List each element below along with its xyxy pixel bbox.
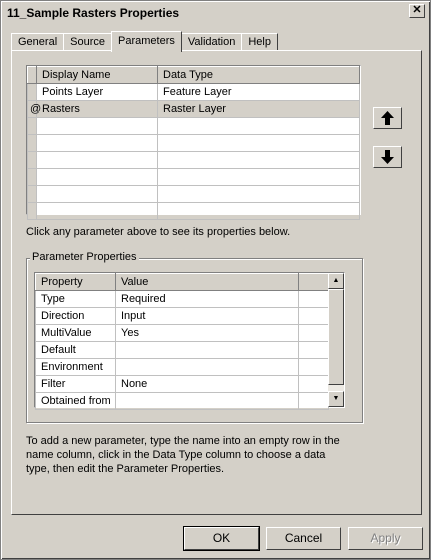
row-marker[interactable]	[28, 118, 37, 135]
move-up-button[interactable]	[373, 107, 402, 129]
parameters-panel	[11, 50, 422, 515]
ok-button[interactable]: OK	[184, 527, 259, 550]
parameter-type-cell[interactable]	[158, 203, 360, 220]
row-marker[interactable]: @	[28, 101, 37, 118]
tab-source[interactable]: Source	[63, 33, 112, 51]
row-header-corner	[28, 67, 37, 84]
parameter-name-cell[interactable]	[37, 152, 158, 169]
cancel-button[interactable]: Cancel	[266, 527, 341, 550]
row-marker[interactable]	[28, 84, 37, 101]
parameter-hint: Click any parameter above to see its properties below.	[26, 226, 291, 238]
parameter-name-cell[interactable]	[37, 135, 158, 152]
property-name-cell: Default	[36, 342, 116, 359]
instructions-text: To add a new parameter, type the name into an empty row in the name column, click in the Data Type column to choose a data type, then edit the Parameter Properties.	[26, 435, 340, 475]
scroll-up-icon[interactable]: ▲	[328, 273, 344, 289]
property-name-cell: Direction	[36, 308, 116, 325]
parameter-name-cell[interactable]: Rasters	[37, 101, 158, 118]
property-extra-cell	[299, 393, 329, 410]
property-extra-cell	[299, 325, 329, 342]
arrow-down-icon	[381, 150, 394, 164]
window-title: 11_Sample Rasters Properties	[7, 5, 180, 20]
properties-grid	[34, 272, 345, 408]
scroll-down-icon[interactable]: ▼	[328, 391, 344, 407]
property-value-cell[interactable]: Required	[116, 291, 299, 308]
property-extra-cell	[299, 291, 329, 308]
parameter-type-cell[interactable]: Feature Layer	[158, 84, 360, 101]
empty-parameter-row[interactable]	[28, 118, 360, 135]
close-button[interactable]: ✕	[409, 4, 425, 18]
move-down-button[interactable]	[373, 146, 402, 168]
tab-general[interactable]: General	[11, 33, 64, 51]
property-extra-cell	[299, 342, 329, 359]
apply-button[interactable]: Apply	[348, 527, 423, 550]
empty-parameter-row[interactable]	[28, 186, 360, 203]
property-name-cell: Obtained from	[36, 393, 116, 410]
property-name-cell: Type	[36, 291, 116, 308]
property-name-cell: Filter	[36, 376, 116, 393]
parameter-type-cell[interactable]	[158, 135, 360, 152]
property-value-cell[interactable]: Input	[116, 308, 299, 325]
parameter-row[interactable]	[28, 84, 360, 101]
parameters-grid	[26, 65, 361, 215]
property-name-cell: MultiValue	[36, 325, 116, 342]
property-row[interactable]	[36, 359, 329, 376]
empty-parameter-row[interactable]	[28, 135, 360, 152]
row-marker[interactable]	[28, 152, 37, 169]
parameter-name-cell[interactable]	[37, 186, 158, 203]
property-extra-cell	[299, 308, 329, 325]
arrow-up-icon	[381, 111, 394, 125]
tab-validation[interactable]: Validation	[181, 33, 243, 51]
tab-parameters[interactable]: Parameters	[111, 31, 182, 52]
parameter-name-cell[interactable]	[37, 203, 158, 220]
property-row[interactable]	[36, 342, 329, 359]
empty-parameter-row[interactable]	[28, 152, 360, 169]
parameter-type-cell[interactable]	[158, 186, 360, 203]
parameter-row[interactable]	[28, 101, 360, 118]
row-marker[interactable]	[28, 186, 37, 203]
property-value-cell[interactable]	[116, 342, 299, 359]
parameter-type-cell[interactable]	[158, 152, 360, 169]
tab-strip	[11, 31, 277, 51]
parameter-type-cell[interactable]	[158, 169, 360, 186]
property-row[interactable]	[36, 393, 329, 410]
column-header-data-type[interactable]: Data Type	[158, 67, 360, 84]
property-value-cell[interactable]: None	[116, 376, 299, 393]
property-row[interactable]	[36, 376, 329, 393]
empty-parameter-row[interactable]	[28, 203, 360, 220]
property-row[interactable]	[36, 308, 329, 325]
property-extra-cell	[299, 359, 329, 376]
title-bar	[3, 3, 428, 22]
row-marker[interactable]	[28, 135, 37, 152]
empty-parameter-row[interactable]	[28, 169, 360, 186]
property-value-cell[interactable]: Yes	[116, 325, 299, 342]
parameter-type-cell[interactable]: Raster Layer	[158, 101, 360, 118]
column-header-display-name[interactable]: Display Name	[37, 67, 158, 84]
column-header-value[interactable]: Value	[116, 274, 299, 291]
parameter-name-cell[interactable]	[37, 169, 158, 186]
parameter-type-cell[interactable]	[158, 118, 360, 135]
scroll-thumb[interactable]	[328, 289, 344, 385]
parameter-name-cell[interactable]: Points Layer	[37, 84, 158, 101]
property-extra-cell	[299, 376, 329, 393]
property-value-cell[interactable]	[116, 393, 299, 410]
row-marker[interactable]	[28, 203, 37, 220]
property-value-cell[interactable]	[116, 359, 299, 376]
row-marker[interactable]	[28, 169, 37, 186]
parameter-name-cell[interactable]	[37, 118, 158, 135]
properties-scrollbar[interactable]	[328, 273, 344, 407]
parameter-properties-label: Parameter Properties	[32, 251, 137, 263]
column-header-extra	[299, 274, 329, 291]
column-header-property[interactable]: Property	[36, 274, 116, 291]
property-row[interactable]	[36, 291, 329, 308]
tab-help[interactable]: Help	[241, 33, 278, 51]
property-row[interactable]	[36, 325, 329, 342]
property-name-cell: Environment	[36, 359, 116, 376]
